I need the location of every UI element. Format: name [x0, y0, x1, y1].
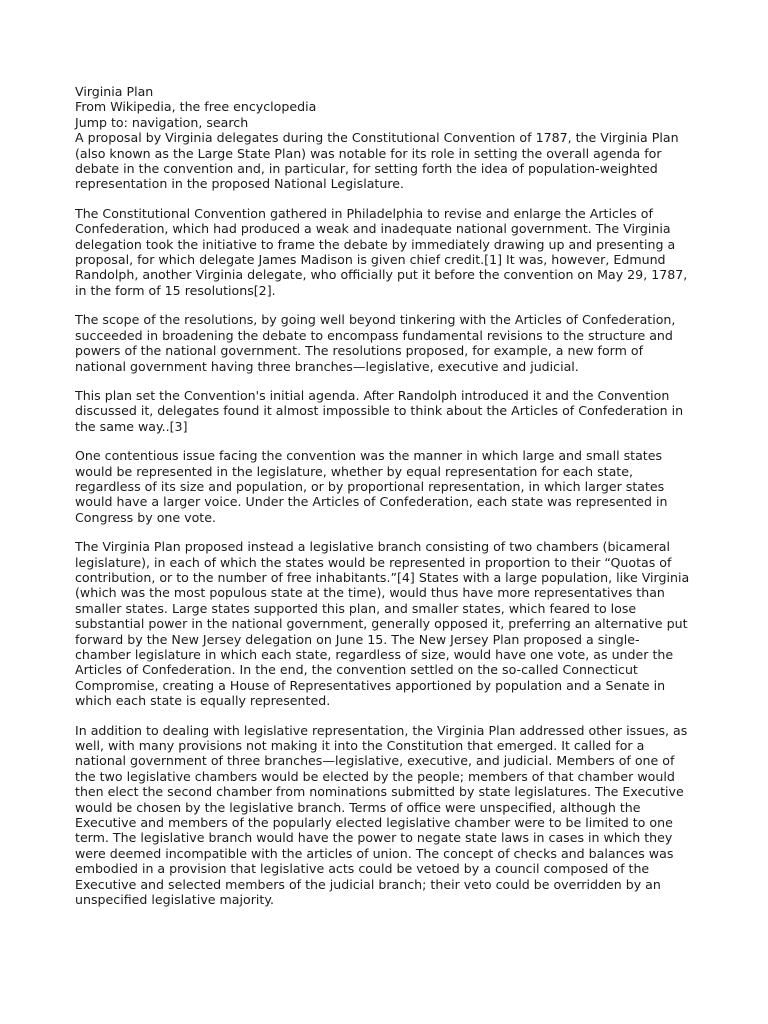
paragraph-intro: A proposal by Virginia delegates during the Constitutional Convention of 1787, the Virginia Plan (also known as the Large State Plan) was notable for its role in setting the overall agenda for debate in the convention and, in particular, for setting forth the idea of population-weighted representation in the proposed National Legislature. — [75, 130, 679, 192]
paragraph-convention: The Constitutional Convention gathered in Philadelphia to revise and enlarge the Articles of Confederation, which had produced a weak and inadequate national government. The Virginia delegation took the initiative to frame the debate by immediately drawing up and presenting a proposal, for which delegate James Madison is given chief credit.[1] It was, however, Edmund Randolph, another Virginia delegate, who officially put it before the convention on May 29, 1787, in the form of 15 resolutions[2]. — [75, 205, 688, 298]
paragraph-agenda: This plan set the Convention's initial agenda. After Randolph introduced it and the Convention discussed it, delegates found it almost impossible to think about the Articles of Confederation in the same way..[3] — [75, 387, 684, 434]
article-title: Virginia Plan — [75, 84, 154, 99]
paragraph-representation-issue: One contentious issue facing the convention was the manner in which large and small states would be represented in the legislature, whether by equal representation for each state, regardless of its size and population, or by proportional representation, in which larger states would have a larger voice. Under the Articles of Confederation, each state was represented in Congress by one vote. — [75, 448, 668, 525]
jump-links: Jump to: navigation, search — [75, 114, 249, 130]
article-source: From Wikipedia, the free encyclopedia — [75, 99, 317, 115]
paragraph-bicameral: The Virginia Plan proposed instead a legislative branch consisting of two chambers (bicameral legislature), in each of which the states would be represented in proportion to their “Quotas of contribution, or to the number of free inhabitants.”[4] States with a large population, like Virginia (which was the most populous state at the time), would thus have more representatives than smaller states. Large states supported this plan, and smaller states, which feared to lose substantial power in the national government, generally opposed it, preferring an alternative put forward by the New Jersey delegation on June 15. The New Jersey Plan proposed a single-chamber legislature in which each state, regardless of size, would have one vote, as under the Articles of Confederation. In the end, the convention settled on the so-called Connecticut Compromise, creating a House of Representatives apportioned by population and a Senate in which each state is equally represented. — [75, 539, 690, 709]
paragraph-scope: The scope of the resolutions, by going well beyond tinkering with the Articles of Confederation, succeeded in broadening the debate to encompass fundamental revisions to the structure and powers of the national government. The resolutions proposed, for example, a new form of national government having three branches—legislative, executive and judicial. — [75, 312, 676, 374]
paragraph-other-issues: In addition to dealing with legislative representation, the Virginia Plan addressed other issues, as well, with many provisions not making it into the Constitution that emerged. It called for a national government of three branches—legislative, executive, and judicial. Members of one of the two legislative chambers would be elected by the people; members of that chamber would then elect the second chamber from nominations submitted by state legislatures. The Executive would be chosen by the legislative branch. Terms of office were unspecified, although the Executive and members of the popularly elected legislative chamber were to be limited to one term. The legislative branch would have the power to negate state laws in cases in which they were deemed incompatible with the articles of union. The concept of checks and balances was embodied in a provision that legislative acts could be vetoed by a council composed of the Executive and selected members of the judicial branch; their veto could be overridden by an unspecified legislative majority. — [75, 722, 688, 908]
document-page — [75, 84, 695, 922]
